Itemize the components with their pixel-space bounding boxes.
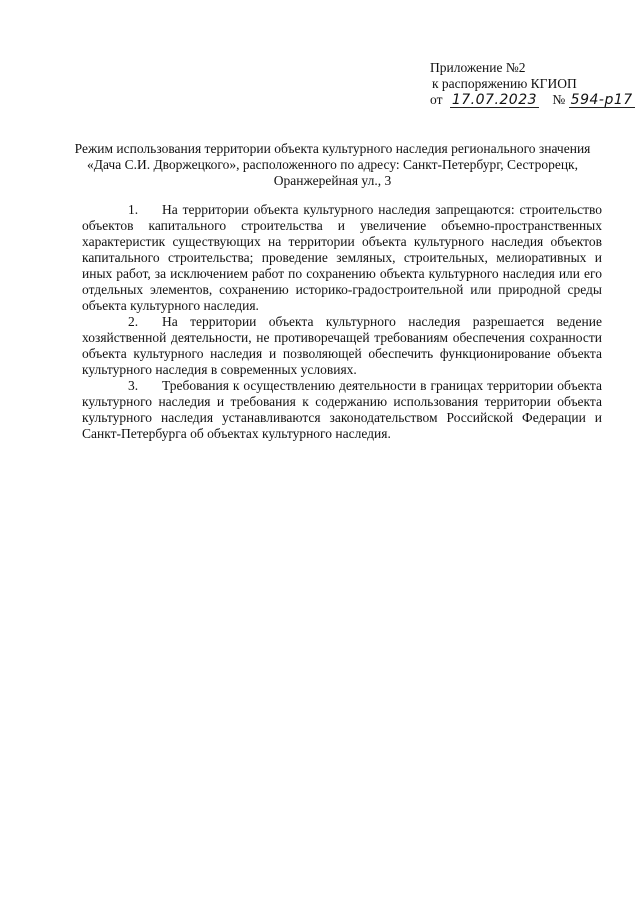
title-line-3: Оранжерейная ул., 3 <box>273 173 392 188</box>
annex-order-reference: к распоряжению КГИОП <box>432 76 577 91</box>
document-body <box>82 202 602 442</box>
title-line-1: Режим использования территории объекта культурного наследия регионального значения <box>74 141 591 156</box>
paragraph-3 <box>82 378 602 442</box>
paragraph-1 <box>82 202 602 314</box>
annex-title: Приложение №2 <box>430 60 526 75</box>
paragraph-number: 3. <box>128 378 139 393</box>
paragraph-2 <box>82 314 602 378</box>
paragraph-number: 1. <box>128 202 139 217</box>
paragraph-number: 2. <box>128 314 139 329</box>
document-title <box>60 141 605 189</box>
paragraph-text: На территории объекта культурного наследия разрешается ведение хозяйственной деятельности, не противоречащей требованиям обеспечения сохранности объекта культурного наследия и позволяющей обеспечить функционирование объекта культурного наследия в современных условиях. <box>82 314 602 377</box>
title-line-2: «Дача С.И. Дворжецкого», расположенного по адресу: Санкт-Петербург, Сестрорецк, <box>87 157 578 172</box>
annex-handwritten-number: 594-р17 <box>570 92 633 108</box>
paragraph-text: На территории объекта культурного наследия запрещаются: строительство объектов капитального строительства и увеличение объемно-пространственных характеристик существующих на территории объекта культурного наследия объектов капитального строительства; проведение земляных, строительных, мелиоративных и иных работ, за исключением работ по сохранению объекта культурного наследия или его отдельных элементов, сохранению историко-градостроительной или природной среды объекта культурного наследия. <box>82 202 602 313</box>
annex-header <box>430 60 633 108</box>
annex-from-label: от <box>430 92 443 107</box>
annex-number-label: № <box>552 92 566 107</box>
annex-handwritten-date: 17.07.2023 <box>451 92 538 108</box>
annex-date-number-line <box>430 92 633 108</box>
paragraph-text: Требования к осуществлению деятельности в границах территории объекта культурного наследия и требования к содержанию использования территории объекта культурного наследия устанавливаются законодательством Российской Федерации и Санкт-Петербурга об объектах культурного наследия. <box>82 378 602 441</box>
